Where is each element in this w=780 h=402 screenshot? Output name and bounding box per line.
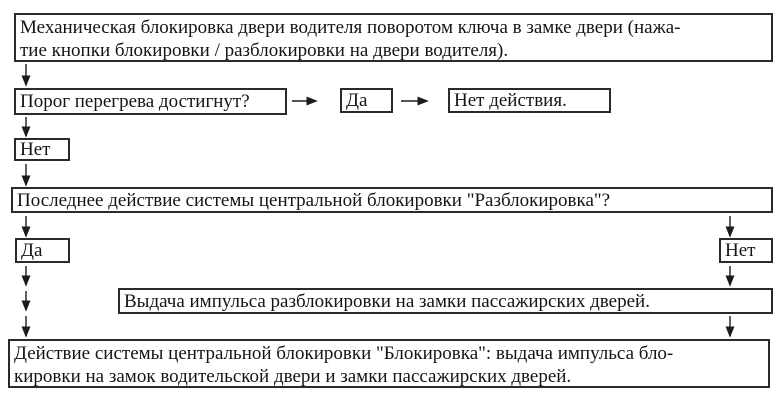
node-lock-action-line2: кировки на замок водительской двери и замки пассажирских дверей. [14,366,572,387]
node-unlock-pulse [118,288,773,314]
last-action-question-label: Последнее действие системы центральной блокировки "Разблокировка"? [17,189,611,211]
no-action-label: Нет действия. [454,90,567,111]
last-action-yes-label: Да [21,240,43,261]
node-overheat-yes [340,88,393,113]
unlock-pulse-label: Выдача импульса разблокировки на замки пассажирских дверей. [124,290,650,312]
node-lock-action-line1: Действие системы центральной блокировки "Блокировка": выдача импульса бло- [14,343,674,364]
node-lock-action [8,339,770,388]
node-start-line2: тие кнопки блокировки / разблокировки на двери водителя). [20,40,509,61]
overheat-question-label: Порог перегрева достигнут? [20,91,250,112]
node-start-line1: Механическая блокировка двери водителя поворотом ключа в замке двери (нажа- [20,17,681,38]
node-start-mechanical-lock [14,13,773,62]
last-action-no-label: Нет [725,240,756,261]
overheat-yes-label: Да [346,90,368,111]
node-last-action-yes [15,238,70,263]
node-no-action [448,88,611,113]
node-last-action-question [11,187,773,213]
node-last-action-no [719,238,773,263]
overheat-no-label: Нет [20,139,51,160]
node-overheat-question [14,88,287,115]
node-overheat-no [14,138,70,161]
